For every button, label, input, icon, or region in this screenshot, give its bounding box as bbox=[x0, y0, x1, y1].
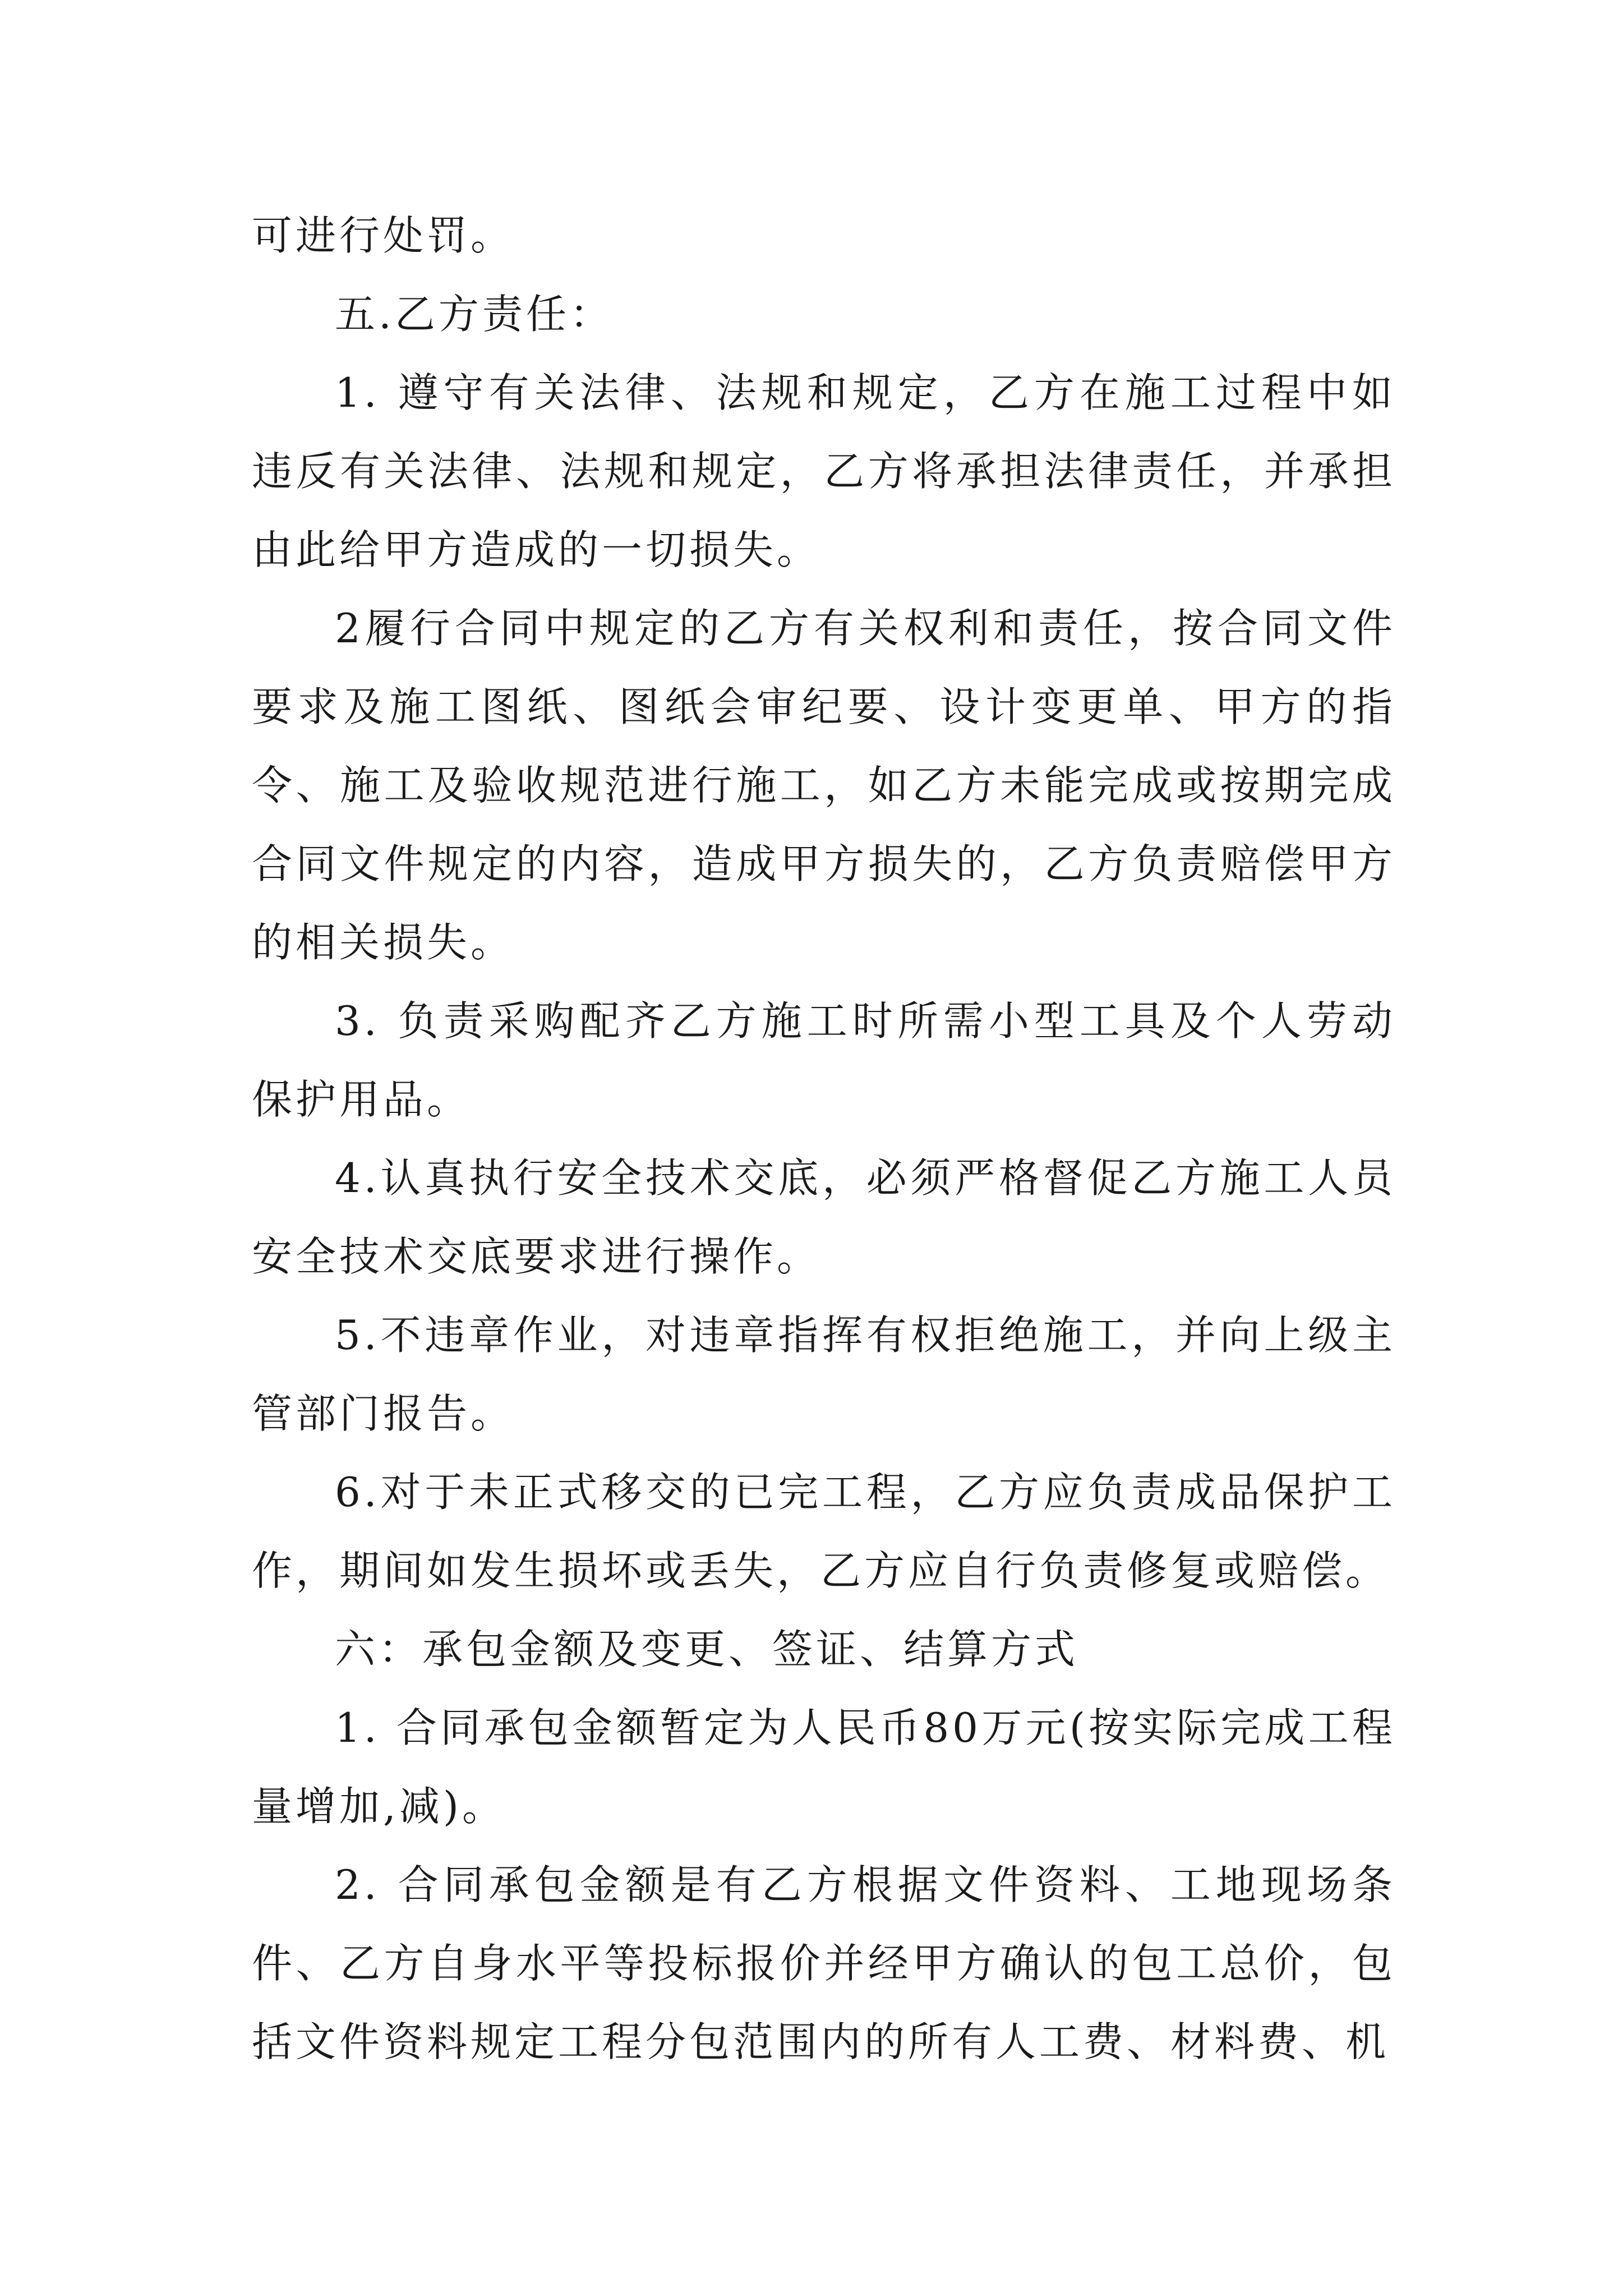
clause-1-legal-compliance: 1. 遵守有关法律、法规和规定，乙方在施工过程中如违反有关法律、法规和规定，乙方将承担法律责任，并承担由此给甲方造成的一切损失。 bbox=[252, 369, 1396, 573]
document-body bbox=[252, 196, 1396, 2081]
amount-clause-2-lump-sum: 2. 合同承包金额是有乙方根据文件资料、工地现场条件、乙方自身水平等投标报价并经甲方确认的包工总价，包括文件资料规定工程分包范围内的所有人工费、材料费、机 bbox=[252, 1861, 1396, 2065]
section-heading-contract-amount: 六：承包金额及变更、签证、结算方式 bbox=[335, 1626, 1079, 1673]
paragraph-penalty-tail: 可进行处罚。 bbox=[252, 212, 515, 259]
clause-5-no-violation: 5.不违章作业，对违章指挥有权拒绝施工，并向上级主管部门报告。 bbox=[252, 1312, 1396, 1437]
clause-6-finished-product-protection: 6.对于未正式移交的已完工程，乙方应负责成品保护工作，期间如发生损坏或丢失，乙方应自行负责修复或赔偿。 bbox=[252, 1469, 1396, 1594]
clause-3-tools-procurement: 3. 负责采购配齐乙方施工时所需小型工具及个人劳动保护用品。 bbox=[252, 997, 1396, 1123]
clause-2-contract-obligations: 2履行合同中规定的乙方有关权利和责任，按合同文件要求及施工图纸、图纸会审纪要、设计变更单、甲方的指令、施工及验收规范进行施工，如乙方未能完成或按期完成合同文件规定的内容，造成甲方损失的，乙方负责赔偿甲方的相关损失。 bbox=[252, 605, 1396, 966]
amount-clause-1-provisional-sum: 1. 合同承包金额暂定为人民币80万元(按实际完成工程量增加,减)。 bbox=[252, 1704, 1396, 1830]
clause-4-safety-briefing: 4.认真执行安全技术交底，必须严格督促乙方施工人员安全技术交底要求进行操作。 bbox=[252, 1154, 1396, 1280]
section-heading-party-b-duties: 五.乙方责任： bbox=[335, 291, 614, 338]
